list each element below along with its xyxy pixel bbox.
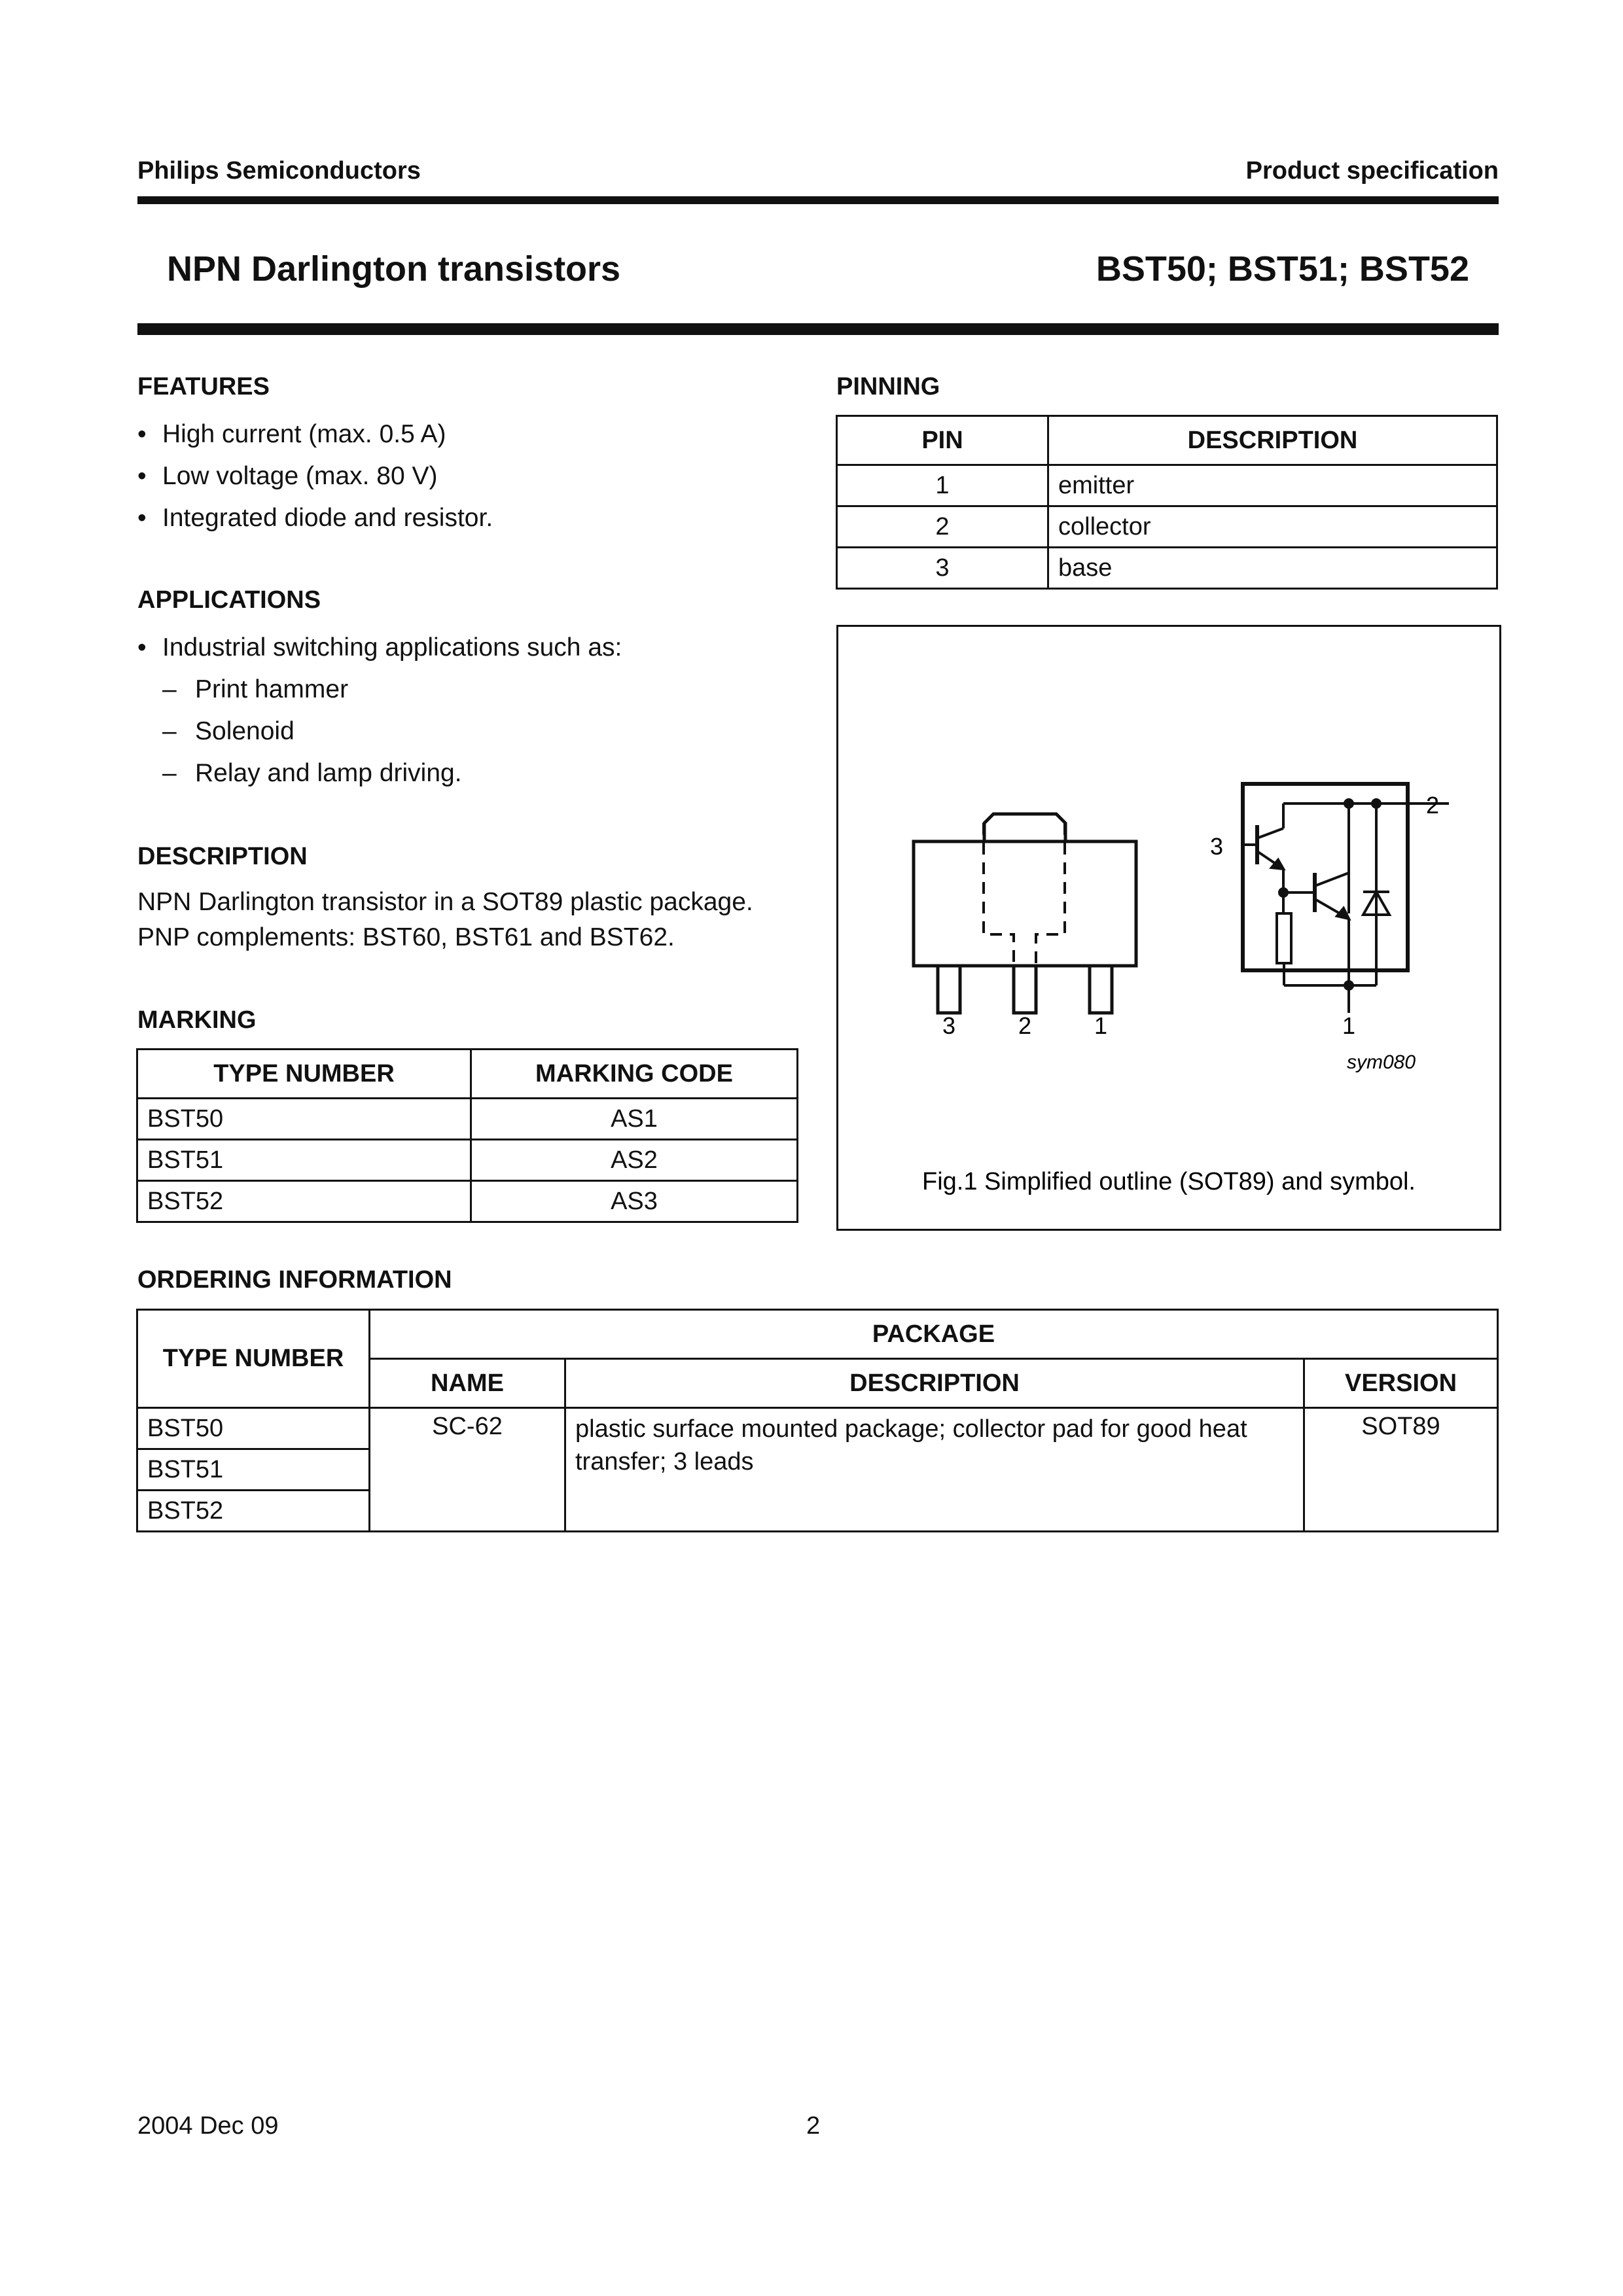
list-item: • Industrial switching applications such as: [137,627,792,669]
lead-2 [1014,966,1036,1013]
table-cell: BST52 [137,1491,370,1532]
page-number: 2 [806,2112,821,2140]
darlington-symbol [1243,784,1449,1013]
figure-caption: Fig.1 Simplified outline (SOT89) and symbol. [922,1168,1416,1195]
page-title: NPN Darlington transistors [167,249,621,289]
table-cell: BST50 [137,1408,370,1449]
table-cell: AS1 [471,1099,798,1140]
table-row [137,1140,798,1181]
marking-heading: MARKING [137,1006,257,1034]
symbol-frame [1243,784,1408,970]
list-subitem: – Print hammer [137,669,792,711]
applications-list [137,627,792,794]
table-row [137,1181,798,1222]
list-subitem: – Solenoid [137,711,792,752]
table-cell: BST51 [137,1140,471,1181]
symbol-pin-label: 2 [1426,792,1440,819]
figure-drawing [838,627,1499,1229]
table-cell: AS2 [471,1140,798,1181]
column-header: MARKING CODE [471,1050,798,1099]
pinning-table [836,415,1498,590]
column-header: NAME [370,1359,565,1408]
description-line: NPN Darlington transistor in a SOT89 plastic package. [137,888,753,916]
outline-pin-label: 3 [942,1012,956,1039]
table-row [837,465,1497,506]
table-cell: 2 [837,506,1048,548]
column-header: VERSION [1304,1359,1498,1408]
table-row [137,1099,798,1140]
lead-3 [938,966,960,1013]
ordering-table [136,1309,1499,1532]
header-rule [137,196,1499,204]
symbol-pin-label: 1 [1342,1012,1356,1039]
features-list [137,414,792,539]
figure-ref: sym080 [1346,1051,1416,1073]
table-cell: SC-62 [370,1408,565,1532]
table-row [837,548,1497,589]
table-cell: SOT89 [1304,1408,1498,1532]
symbol-pin-label: 3 [1210,833,1224,860]
outline-pin-label: 2 [1018,1012,1032,1039]
footer-date: 2004 Dec 09 [137,2112,279,2140]
table-cell: collector [1048,506,1497,548]
table-row [137,1408,1498,1449]
table-cell: BST52 [137,1181,471,1222]
column-header: TYPE NUMBER [137,1310,370,1408]
table-row [837,506,1497,548]
description-text [137,885,857,955]
list-item: • Integrated diode and resistor. [137,497,792,539]
column-header: DESCRIPTION [565,1359,1304,1408]
document-type: Product specification [1245,157,1499,185]
part-numbers: BST50; BST51; BST52 [1096,249,1469,289]
marking-table [136,1048,798,1223]
applications-heading: APPLICATIONS [137,586,321,614]
description-heading: DESCRIPTION [137,843,308,870]
column-header: DESCRIPTION [1048,416,1497,465]
package-tab [984,814,1065,841]
list-item: • High current (max. 0.5 A) [137,414,792,455]
table-cell: BST51 [137,1449,370,1491]
package-body [914,841,1136,966]
company-name: Philips Semiconductors [137,157,421,185]
outline-pin-label: 1 [1094,1012,1108,1039]
package-outline [914,814,1136,1013]
lead-1 [1090,966,1112,1013]
list-item: • Low voltage (max. 80 V) [137,455,792,497]
pinning-heading: PINNING [836,373,940,400]
figure-box [836,625,1501,1231]
table-header-row [137,1310,1498,1359]
table-cell: 3 [837,548,1048,589]
title-rule [137,323,1499,335]
list-subitem: – Relay and lamp driving. [137,752,792,794]
table-cell: plastic surface mounted package; collector pad for good heat transfer; 3 leads [565,1408,1304,1532]
table-cell: base [1048,548,1497,589]
features-heading: FEATURES [137,373,270,400]
column-header: TYPE NUMBER [137,1050,471,1099]
table-header-row [137,1050,798,1099]
table-cell: AS3 [471,1181,798,1222]
table-header-row [837,416,1497,465]
table-cell: 1 [837,465,1048,506]
table-cell: BST50 [137,1099,471,1140]
column-header: PIN [837,416,1048,465]
description-line: PNP complements: BST60, BST61 and BST62. [137,923,675,951]
collector-pad-hidden [984,823,1065,966]
table-cell: emitter [1048,465,1497,506]
ordering-heading: ORDERING INFORMATION [137,1266,452,1294]
column-header: PACKAGE [370,1310,1498,1359]
